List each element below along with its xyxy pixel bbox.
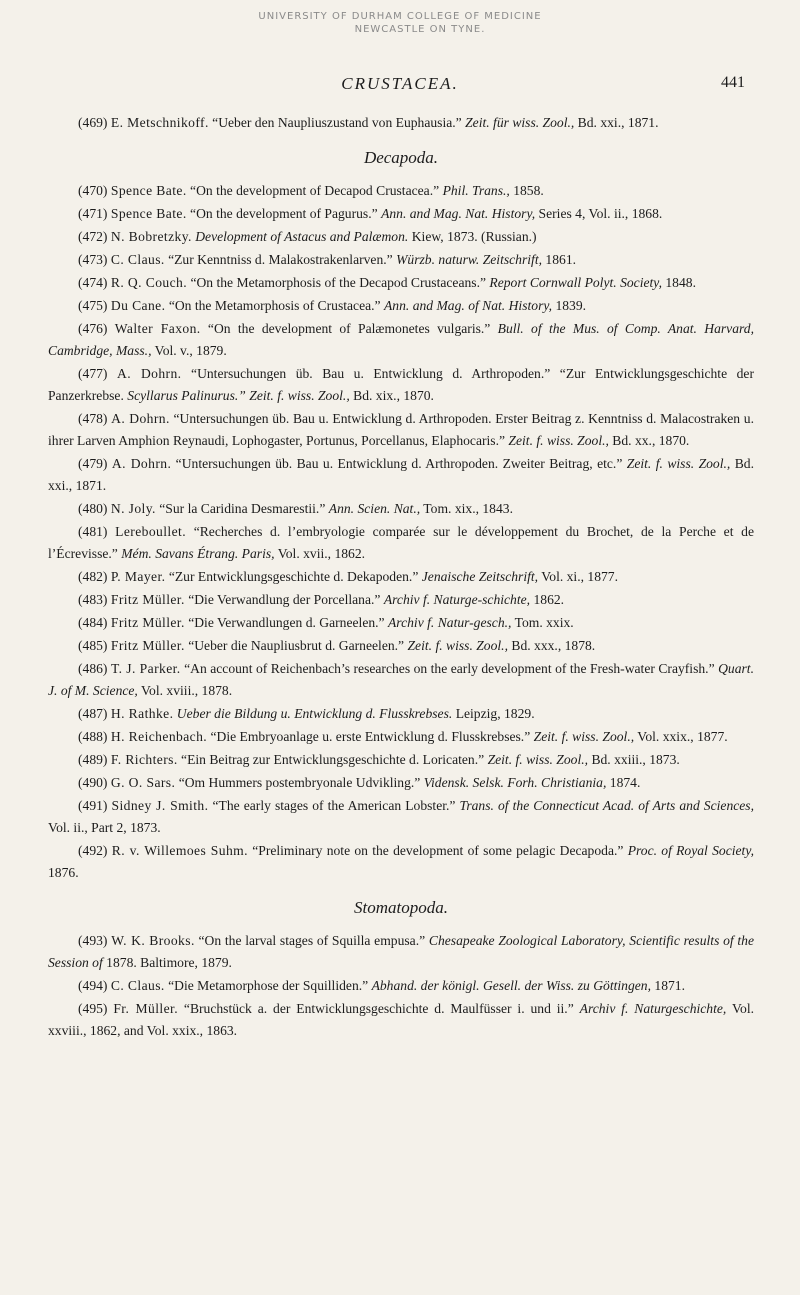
reference-details: Vol. xxviii., 1862, and Vol. xxix., 1863.	[48, 1001, 754, 1038]
reference-title: “Die Verwandlungen d. Garneelen.”	[188, 615, 385, 630]
reference-author: G. O. Sars.	[110, 775, 176, 790]
reference-number: (475)	[78, 298, 108, 313]
reference-number: (471)	[78, 206, 108, 221]
reference-entry	[48, 226, 754, 248]
reference-details: 1861.	[545, 252, 577, 267]
reference-details: Bd. xix., 1870.	[353, 388, 434, 403]
reference-author: C. Claus.	[110, 252, 165, 267]
reference-title: “On the Metamorphosis of the Decapod Crustaceans.”	[190, 275, 487, 290]
reference-entry	[48, 408, 754, 452]
bibliography	[48, 112, 754, 1043]
reference-details: Series 4, Vol. ii., 1868.	[538, 206, 663, 221]
reference-number: (491)	[78, 798, 108, 813]
running-head: CRUSTACEA.	[341, 74, 459, 93]
reference-author: Lereboullet.	[115, 524, 186, 539]
reference-author: F. Richters.	[110, 752, 178, 767]
reference-source: Mém. Savans Étrang. Paris,	[121, 546, 275, 561]
reference-source: Zeit. f. wiss. Zool.,	[487, 752, 589, 767]
reference-details: Bd. xx., 1870.	[612, 433, 690, 448]
reference-source: Abhand. der königl. Gesell. der Wiss. zu Göttingen,	[371, 978, 651, 993]
reference-title: “An account of Reichenbach’s researches on the early development of the Fresh-water Crayfish.”	[184, 661, 715, 676]
reference-number: (494)	[78, 978, 108, 993]
reference-number: (485)	[78, 638, 108, 653]
reference-author: C. Claus.	[110, 978, 165, 993]
reference-number: (487)	[78, 706, 108, 721]
reference-entry	[48, 318, 754, 362]
reference-details: Kiew, 1873. (Russian.)	[411, 229, 537, 244]
reference-title: “Die Embryoanlage u. erste Entwicklung d. Flusskrebses.”	[210, 729, 531, 744]
stamp-line-1: UNIVERSITY OF DURHAM COLLEGE OF MEDICINE	[258, 11, 542, 22]
reference-number: (484)	[78, 615, 108, 630]
reference-source: Development of Astacus and Palæmon.	[195, 229, 409, 244]
reference-source: Ann. and Mag. of Nat. History,	[384, 298, 553, 313]
reference-details: 1848.	[665, 275, 696, 290]
reference-entry	[48, 566, 754, 588]
reference-entry	[48, 749, 754, 771]
reference-source: Archiv f. Naturgeschichte,	[579, 1001, 727, 1016]
reference-source: Ann. and Mag. Nat. History,	[381, 206, 536, 221]
reference-number: (482)	[78, 569, 108, 584]
reference-number: (469)	[78, 115, 108, 130]
reference-title: “Ueber die Naupliusbrut d. Garneelen.”	[188, 638, 405, 653]
reference-number: (477)	[78, 366, 108, 381]
library-stamp	[0, 10, 800, 36]
reference-title: “Ein Beitrag zur Entwicklungsgeschichte d. Loricaten.”	[181, 752, 485, 767]
reference-entry	[48, 363, 754, 407]
reference-author: Spence Bate.	[110, 206, 187, 221]
reference-title: “Untersuchungen üb. Bau u. Entwicklung d. Arthropoden. Zweiter Beitrag, etc.”	[175, 456, 623, 471]
reference-source: Archiv f. Naturge-schichte,	[383, 592, 531, 607]
reference-details: Tom. xxix.	[514, 615, 574, 630]
reference-source: Ueber die Bildung u. Entwicklung d. Flusskrebses.	[176, 706, 453, 721]
reference-source: Quart. J. of M. Science,	[48, 661, 754, 698]
reference-entry	[48, 658, 754, 702]
reference-title: “Om Hummers postembryonale Udvikling.”	[178, 775, 421, 790]
reference-number: (476)	[78, 321, 108, 336]
reference-author: Fritz Müller.	[110, 615, 185, 630]
reference-author: Fritz Müller.	[110, 592, 185, 607]
section-heading: Stomatopoda.	[354, 898, 448, 917]
reference-author: R. v. Willemoes Suhm.	[111, 843, 248, 858]
reference-entry	[48, 453, 754, 497]
reference-number: (483)	[78, 592, 108, 607]
page-header	[0, 74, 800, 98]
reference-title: “On the development of Palæmonetes vulgaris.”	[207, 321, 491, 336]
reference-title: “Untersuchungen üb. Bau u. Entwicklung d. Arthropoden. Erster Beitrag z. Kenntniss d. Malacostraken u. ihrer Larven Amphion Reynaudi, Lophogaster, Portunus, Porcellanus, Elaphocaris.”	[48, 411, 754, 448]
reference-number: (488)	[78, 729, 108, 744]
reference-details: Vol. v., 1879.	[154, 343, 227, 358]
reference-title: “Untersuchungen üb. Bau u. Entwicklung d. Arthropoden.” “Zur Entwicklungsgeschichte der Panzerkrebse.	[48, 366, 754, 403]
reference-title: “Die Verwandlung der Porcellana.”	[188, 592, 381, 607]
reference-number: (474)	[78, 275, 108, 290]
reference-entry	[48, 998, 754, 1042]
reference-entry	[48, 521, 754, 565]
reference-author: A. Dohrn.	[117, 366, 182, 381]
reference-author: R. Q. Couch.	[110, 275, 188, 290]
reference-source: Scyllarus Palinurus.” Zeit. f. wiss. Zool.,	[127, 388, 350, 403]
reference-source: Zeit. f. wiss. Zool.,	[533, 729, 635, 744]
reference-title: “Sur la Caridina Desmarestii.”	[159, 501, 326, 516]
reference-author: W. K. Brooks.	[111, 933, 195, 948]
reference-details: Vol. xi., 1877.	[541, 569, 618, 584]
reference-entry	[48, 795, 754, 839]
reference-entry	[48, 249, 754, 271]
reference-details: 1871.	[654, 978, 685, 993]
reference-number: (480)	[78, 501, 108, 516]
reference-title: “On the development of Decapod Crustacea.”	[190, 183, 440, 198]
reference-number: (493)	[78, 933, 108, 948]
reference-details: Vol. xvii., 1862.	[277, 546, 366, 561]
reference-number: (478)	[78, 411, 108, 426]
reference-source: Zeit. f. wiss. Zool.,	[508, 433, 609, 448]
reference-entry	[48, 703, 754, 725]
reference-entry	[48, 203, 754, 225]
reference-entry	[48, 930, 754, 974]
reference-author: A. Dohrn.	[111, 411, 170, 426]
reference-number: (495)	[78, 1001, 108, 1016]
reference-title: “On the Metamorphosis of Crustacea.”	[168, 298, 381, 313]
reference-entry	[48, 612, 754, 634]
reference-details: 1874.	[609, 775, 641, 790]
reference-number: (489)	[78, 752, 108, 767]
reference-author: T. J. Parker.	[110, 661, 181, 676]
reference-entry	[48, 589, 754, 611]
reference-source: Vidensk. Selsk. Forh. Christiania,	[423, 775, 607, 790]
reference-details: Vol. ii., Part 2, 1873.	[48, 820, 161, 835]
reference-number: (479)	[78, 456, 108, 471]
page-number: 441	[721, 74, 745, 91]
reference-entry	[48, 180, 754, 202]
reference-details: Vol. xxix., 1877.	[637, 729, 728, 744]
reference-author: N. Joly.	[110, 501, 156, 516]
reference-author: Fr. Müller.	[113, 1001, 179, 1016]
reference-entry	[48, 272, 754, 294]
reference-source: Zeit. für wiss. Zool.,	[465, 115, 575, 130]
reference-details: 1878. Baltimore, 1879.	[106, 955, 232, 970]
reference-title: “Preliminary note on the development of some pelagic Decapoda.”	[252, 843, 624, 858]
reference-source: Zeit. f. wiss. Zool.,	[407, 638, 508, 653]
reference-source: Zeit. f. wiss. Zool.,	[626, 456, 731, 471]
reference-entry	[48, 840, 754, 884]
reference-entry	[48, 112, 754, 134]
reference-title: “Zur Kenntniss d. Malakostrakenlarven.”	[168, 252, 393, 267]
reference-number: (481)	[78, 524, 108, 539]
reference-source: Jenaische Zeitschrift,	[421, 569, 539, 584]
reference-source: Trans. of the Connecticut Acad. of Arts and Sciences,	[459, 798, 754, 813]
reference-author: H. Rathke.	[110, 706, 174, 721]
reference-source: Phil. Trans.,	[442, 183, 510, 198]
reference-author: Sidney J. Smith.	[111, 798, 209, 813]
reference-entry	[48, 975, 754, 997]
reference-details: 1862.	[533, 592, 565, 607]
reference-source: Proc. of Royal Society,	[627, 843, 754, 858]
reference-title: “The early stages of the American Lobster.”	[212, 798, 456, 813]
reference-source: Würzb. naturw. Zeitschrift,	[396, 252, 543, 267]
reference-author: P. Mayer.	[110, 569, 166, 584]
reference-title: “On the development of Pagurus.”	[190, 206, 378, 221]
reference-author: A. Dohrn.	[111, 456, 172, 471]
reference-details: 1858.	[513, 183, 544, 198]
reference-author: N. Bobretzky.	[110, 229, 192, 244]
reference-details: Bd. xxi., 1871.	[48, 456, 754, 493]
section-heading: Decapoda.	[363, 148, 439, 167]
reference-number: (492)	[78, 843, 108, 858]
reference-source: Chesapeake Zoological Laboratory, Scientific results of the Session of	[48, 933, 755, 970]
reference-source: Bull. of the Mus. of Comp. Anat. Harvard, Cambridge, Mass.,	[48, 321, 754, 358]
reference-details: Bd. xxi., 1871.	[577, 115, 659, 130]
reference-details: Bd. xxiii., 1873.	[591, 752, 680, 767]
reference-details: Vol. xviii., 1878.	[140, 683, 233, 698]
reference-entry	[48, 498, 754, 520]
reference-title: “Zur Entwicklungsgeschichte d. Dekapoden.”	[168, 569, 419, 584]
reference-title: “On the larval stages of Squilla empusa.”	[198, 933, 426, 948]
reference-number: (486)	[78, 661, 108, 676]
reference-author: H. Reichenbach.	[110, 729, 208, 744]
reference-title: “Recherches d. l’embryologie comparée sur le développement du Brochet, de la Perche et de l’Écrevisse.”	[48, 524, 754, 561]
reference-details: Leipzig, 1829.	[455, 706, 535, 721]
reference-number: (472)	[78, 229, 108, 244]
reference-number: (470)	[78, 183, 108, 198]
reference-details: 1876.	[48, 865, 79, 880]
reference-entry	[48, 635, 754, 657]
reference-title: “Bruchstück a. der Entwicklungsgeschichte d. Maulfüsser i. und ii.”	[183, 1001, 574, 1016]
reference-author: Fritz Müller.	[110, 638, 185, 653]
reference-title: “Ueber den Naupliuszustand von Euphausia.”	[212, 115, 462, 130]
reference-source: Report Cornwall Polyt. Society,	[489, 275, 662, 290]
reference-author: Du Cane.	[110, 298, 166, 313]
reference-entry	[48, 726, 754, 748]
reference-author: Walter Faxon.	[114, 321, 201, 336]
reference-source: Archiv f. Natur-gesch.,	[388, 615, 512, 630]
reference-details: 1839.	[555, 298, 587, 313]
reference-entry	[48, 295, 754, 317]
reference-author: Spence Bate.	[110, 183, 187, 198]
reference-number: (473)	[78, 252, 108, 267]
reference-entry	[48, 772, 754, 794]
reference-source: Ann. Scien. Nat.,	[328, 501, 421, 516]
reference-author: E. Metschnikoff.	[110, 115, 209, 130]
reference-details: Bd. xxx., 1878.	[511, 638, 596, 653]
stamp-line-2: NEWCASTLE ON TYNE.	[354, 24, 486, 35]
reference-title: “Die Metamorphose der Squilliden.”	[168, 978, 369, 993]
reference-number: (490)	[78, 775, 108, 790]
reference-details: Tom. xix., 1843.	[423, 501, 513, 516]
